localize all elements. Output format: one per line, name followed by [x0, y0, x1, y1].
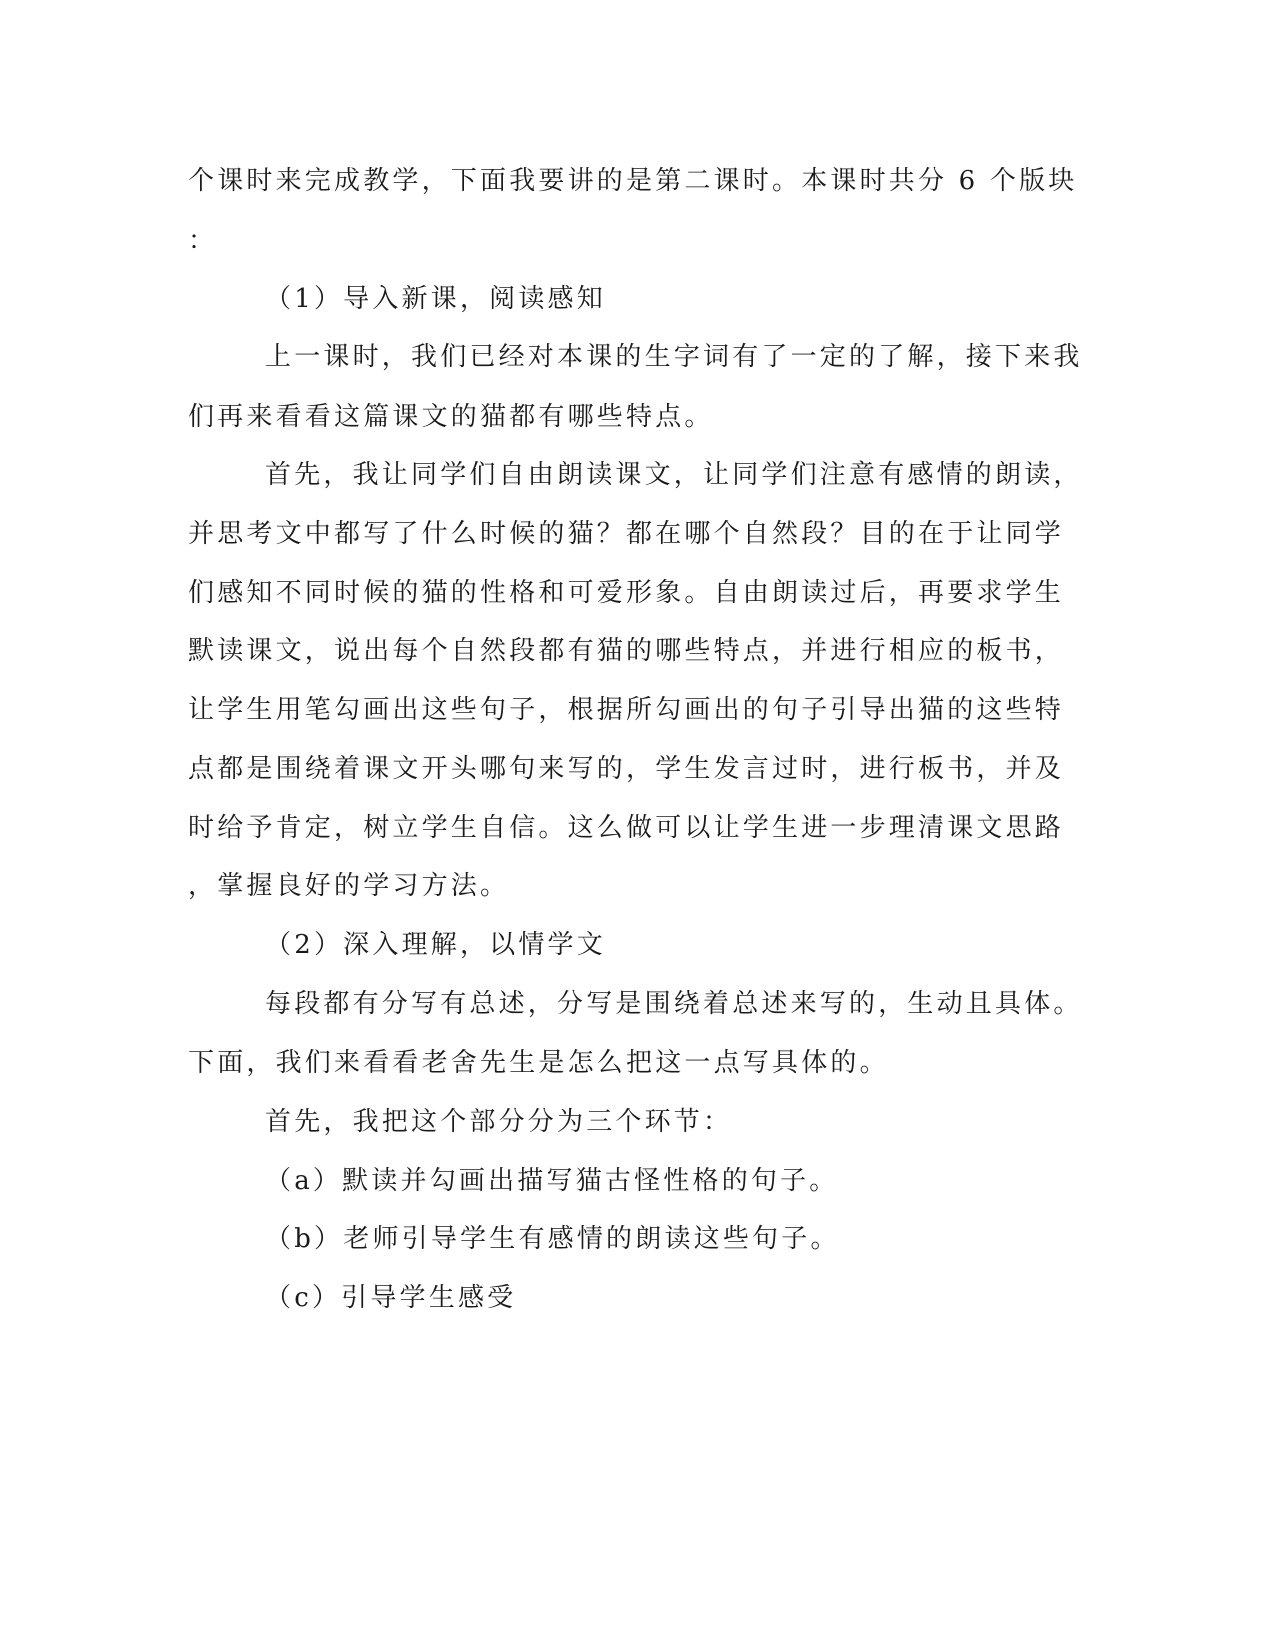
section-heading: （2）深入理解，以情学文 [265, 930, 606, 960]
list-item: （a）默读并勾画出描写猫古怪性格的句子。 [265, 1166, 839, 1196]
text-line: 每段都有分写有总述，分写是围绕着总述来写的，生动且具体。 [265, 989, 1083, 1019]
text-line: 首先，我把这个部分分为三个环节： [265, 1107, 733, 1137]
section-heading: （1）导入新课，阅读感知 [265, 284, 606, 314]
text-line: 并思考文中都写了什么时候的猫？都在哪个自然段？目的在于让同学 [188, 519, 1065, 549]
text-line: 下面，我们来看看老舍先生是怎么把这一点写具体的。 [188, 1048, 889, 1078]
text-line: 时给予肯定，树立学生自信。这么做可以让学生进一步理清课文思路 [188, 813, 1065, 843]
text-line: ： [188, 226, 218, 256]
text-line: 个课时来完成教学，下面我要讲的是第二课时。本课时共分 6 个版块 [188, 166, 1078, 196]
list-item: （b）老师引导学生有感情的朗读这些句子。 [265, 1224, 840, 1254]
text-line: 首先，我让同学们自由朗读课文，让同学们注意有感情的朗读， [265, 460, 1083, 490]
text-line: ，掌握良好的学习方法。 [188, 871, 510, 901]
text-line: 上一课时，我们已经对本课的生字词有了一定的了解，接下来我 [265, 342, 1083, 372]
text-line: 们感知不同时候的猫的性格和可爱形象。自由朗读过后，再要求学生 [188, 578, 1065, 608]
text-line: 默读课文，说出每个自然段都有猫的哪些特点，并进行相应的板书， [188, 636, 1065, 666]
text-line: 点都是围绕着课文开头哪句来写的，学生发言过时，进行板书，并及 [188, 754, 1065, 784]
text-line: 让学生用笔勾画出这些句子，根据所勾画出的句子引导出猫的这些特 [188, 695, 1065, 725]
list-item: （c）引导学生感受 [265, 1283, 517, 1313]
text-line: 们再来看看这篇课文的猫都有哪些特点。 [188, 402, 714, 432]
